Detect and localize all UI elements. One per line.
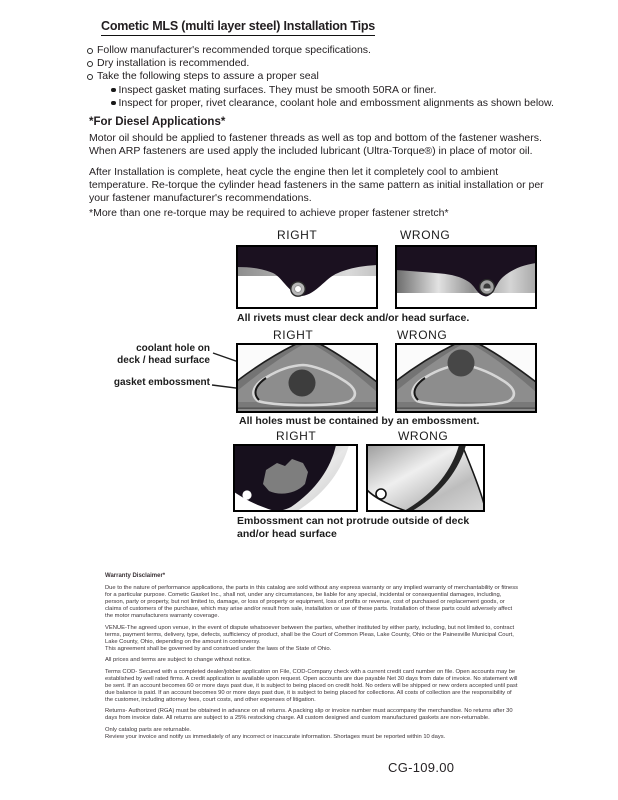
coolant-hole-icon <box>448 350 475 377</box>
page-code: CG-109.00 <box>388 760 455 775</box>
disclaimer-paragraph: Review your invoice and notify us immediately of any incorrect or inaccurate information. Shortages must be reported within 10 days. <box>105 733 446 740</box>
rivet-wrong-diagram <box>395 245 537 309</box>
warranty-disclaimer <box>105 573 519 741</box>
coolant-hole-label: coolant hole on deck / head surface <box>117 343 210 366</box>
bullet-icon <box>111 88 116 93</box>
diesel-heading: *For Diesel Applications* <box>89 116 226 128</box>
disclaimer-paragraph: Only catalog parts are returnable. <box>105 726 192 733</box>
list-item-text: Inspect gasket mating surfaces. They must be smooth 50RA or finer. <box>118 83 437 96</box>
protrude-right-diagram <box>233 444 358 512</box>
rivet-caption: All rivets must clear deck and/or head surface. <box>237 312 470 324</box>
list-item-text: Inspect for proper, rivet clearance, coolant hole and embossment alignments as shown below. <box>118 96 554 109</box>
diesel-paragraph-2: After Installation is complete, heat cycle the engine then let it completely cool to ambient temperature. Re-torque the cylinder head fasteners in the same pattern as initial installation or per your fastener manufacturer's recommendations. <box>89 166 544 205</box>
disclaimer-heading: Warranty Disclaimer* <box>105 573 166 579</box>
list-item <box>111 97 554 110</box>
list-item-text: Take the following steps to assure a proper seal <box>97 70 319 83</box>
coolant-hole-icon <box>289 370 316 397</box>
list-item <box>87 57 554 70</box>
gasket-embossment-label: gasket embossment <box>113 377 210 388</box>
installation-tips-list <box>87 44 554 110</box>
list-item <box>87 70 554 83</box>
bolt-hole-icon <box>376 489 386 499</box>
list-item-text: Follow manufacturer's recommended torque specifications. <box>97 44 371 56</box>
disclaimer-paragraph: Returns- Authorized (RGA) must be obtained in advance on all returns. A packing slip or invoice number must accompany the merchandise. No returns after 30 days from invoice date. All returns are subject to a 25% restocking charge. All custom designed and custom manufactured gaskets are non-returnable. <box>105 708 513 721</box>
disclaimer-paragraph: All prices and terms are subject to change without notice. <box>105 657 252 663</box>
hole-right-diagram <box>236 343 378 413</box>
list-item <box>111 84 554 97</box>
protrude-wrong-diagram <box>366 444 485 512</box>
right-label: RIGHT <box>273 328 314 342</box>
open-bullet-icon <box>87 74 93 80</box>
hole-wrong-diagram <box>395 343 537 413</box>
wrong-label: WRONG <box>397 328 448 342</box>
disclaimer-paragraph: VENUE-The agreed upon venue, in the event of dispute whatsoever between the parties, whether instituted by either party, including, but not limited to, contract terms, payment terms, delivery, type, defects, sufficiency of product, shall be the Court of Common Pleas, Lake County, Ohio or the Painesville Municipal Court, Lake County, Ohio, depending on the amount in controversy. <box>105 624 515 645</box>
diesel-paragraph-1: Motor oil should be applied to fastener threads as well as top and bottom of the fastener washers. When ARP fasteners are used apply the included lubricant (Ultra-Torque®) in place of motor oil. <box>89 132 542 158</box>
bolt-hole-icon <box>242 490 251 499</box>
list-item <box>87 44 554 57</box>
wrong-label: WRONG <box>398 429 449 443</box>
retorque-note: *More than one re-torque may be required to achieve proper fastener stretch* <box>89 207 449 219</box>
right-label: RIGHT <box>277 228 318 242</box>
bullet-icon <box>111 101 116 106</box>
disclaimer-paragraph: Terms COD- Secured with a completed dealer/jobber application on File, COD-Company check with a current credit card number on file. Open accounts may be established by well rated firms. A credit application is available upon request. Open accounts are due payable Net 30 days from date of invoice. No statement will be sent. If an account becomes 60 or more days past due, it is subject to being placed on credit hold. No orders will be shipped or new orders accepted until past due balance is paid. If an account becomes 90 or more days past due, it is subject to being placed for collections. All costs of collection are the responsibility of the customer, including attorney fees, court costs, and other expenses of litigation. <box>105 668 518 703</box>
disclaimer-paragraph: Due to the nature of performance applications, the parts in this catalog are sold without any express warranty or any implied warranty of merchantability or fitness for a particular purpose. Cometic Gasket Inc., shall not, under any circumstances, be liable for any special, incidental or consequential damages, including, person, party or property, but not limited to, damage, or loss of property or equipment, loss of profits or revenue, cost of purchased or replacement goods, or claims of customers of the purchase, which may arise and/or result from sale, installation or use of these parts. Installation of these parts could adversely affect the motor manufacturers warranty coverage. <box>105 585 519 619</box>
hole-caption: All holes must be contained by an embossment. <box>239 415 480 427</box>
list-item-text: Dry installation is recommended. <box>97 57 250 70</box>
right-label: RIGHT <box>276 429 317 443</box>
open-bullet-icon <box>87 61 93 67</box>
open-bullet-icon <box>87 48 93 54</box>
page-title: Cometic MLS (multi layer steel) Installation Tips <box>101 19 375 36</box>
rivet-right-diagram <box>236 245 378 309</box>
disclaimer-paragraph: This agreement shall be governed by and construed under the laws of the State of Ohio. <box>105 645 332 652</box>
protrude-caption: Embossment can not protrude outside of deck and/or head surface <box>237 515 470 540</box>
wrong-label: WRONG <box>400 228 451 242</box>
